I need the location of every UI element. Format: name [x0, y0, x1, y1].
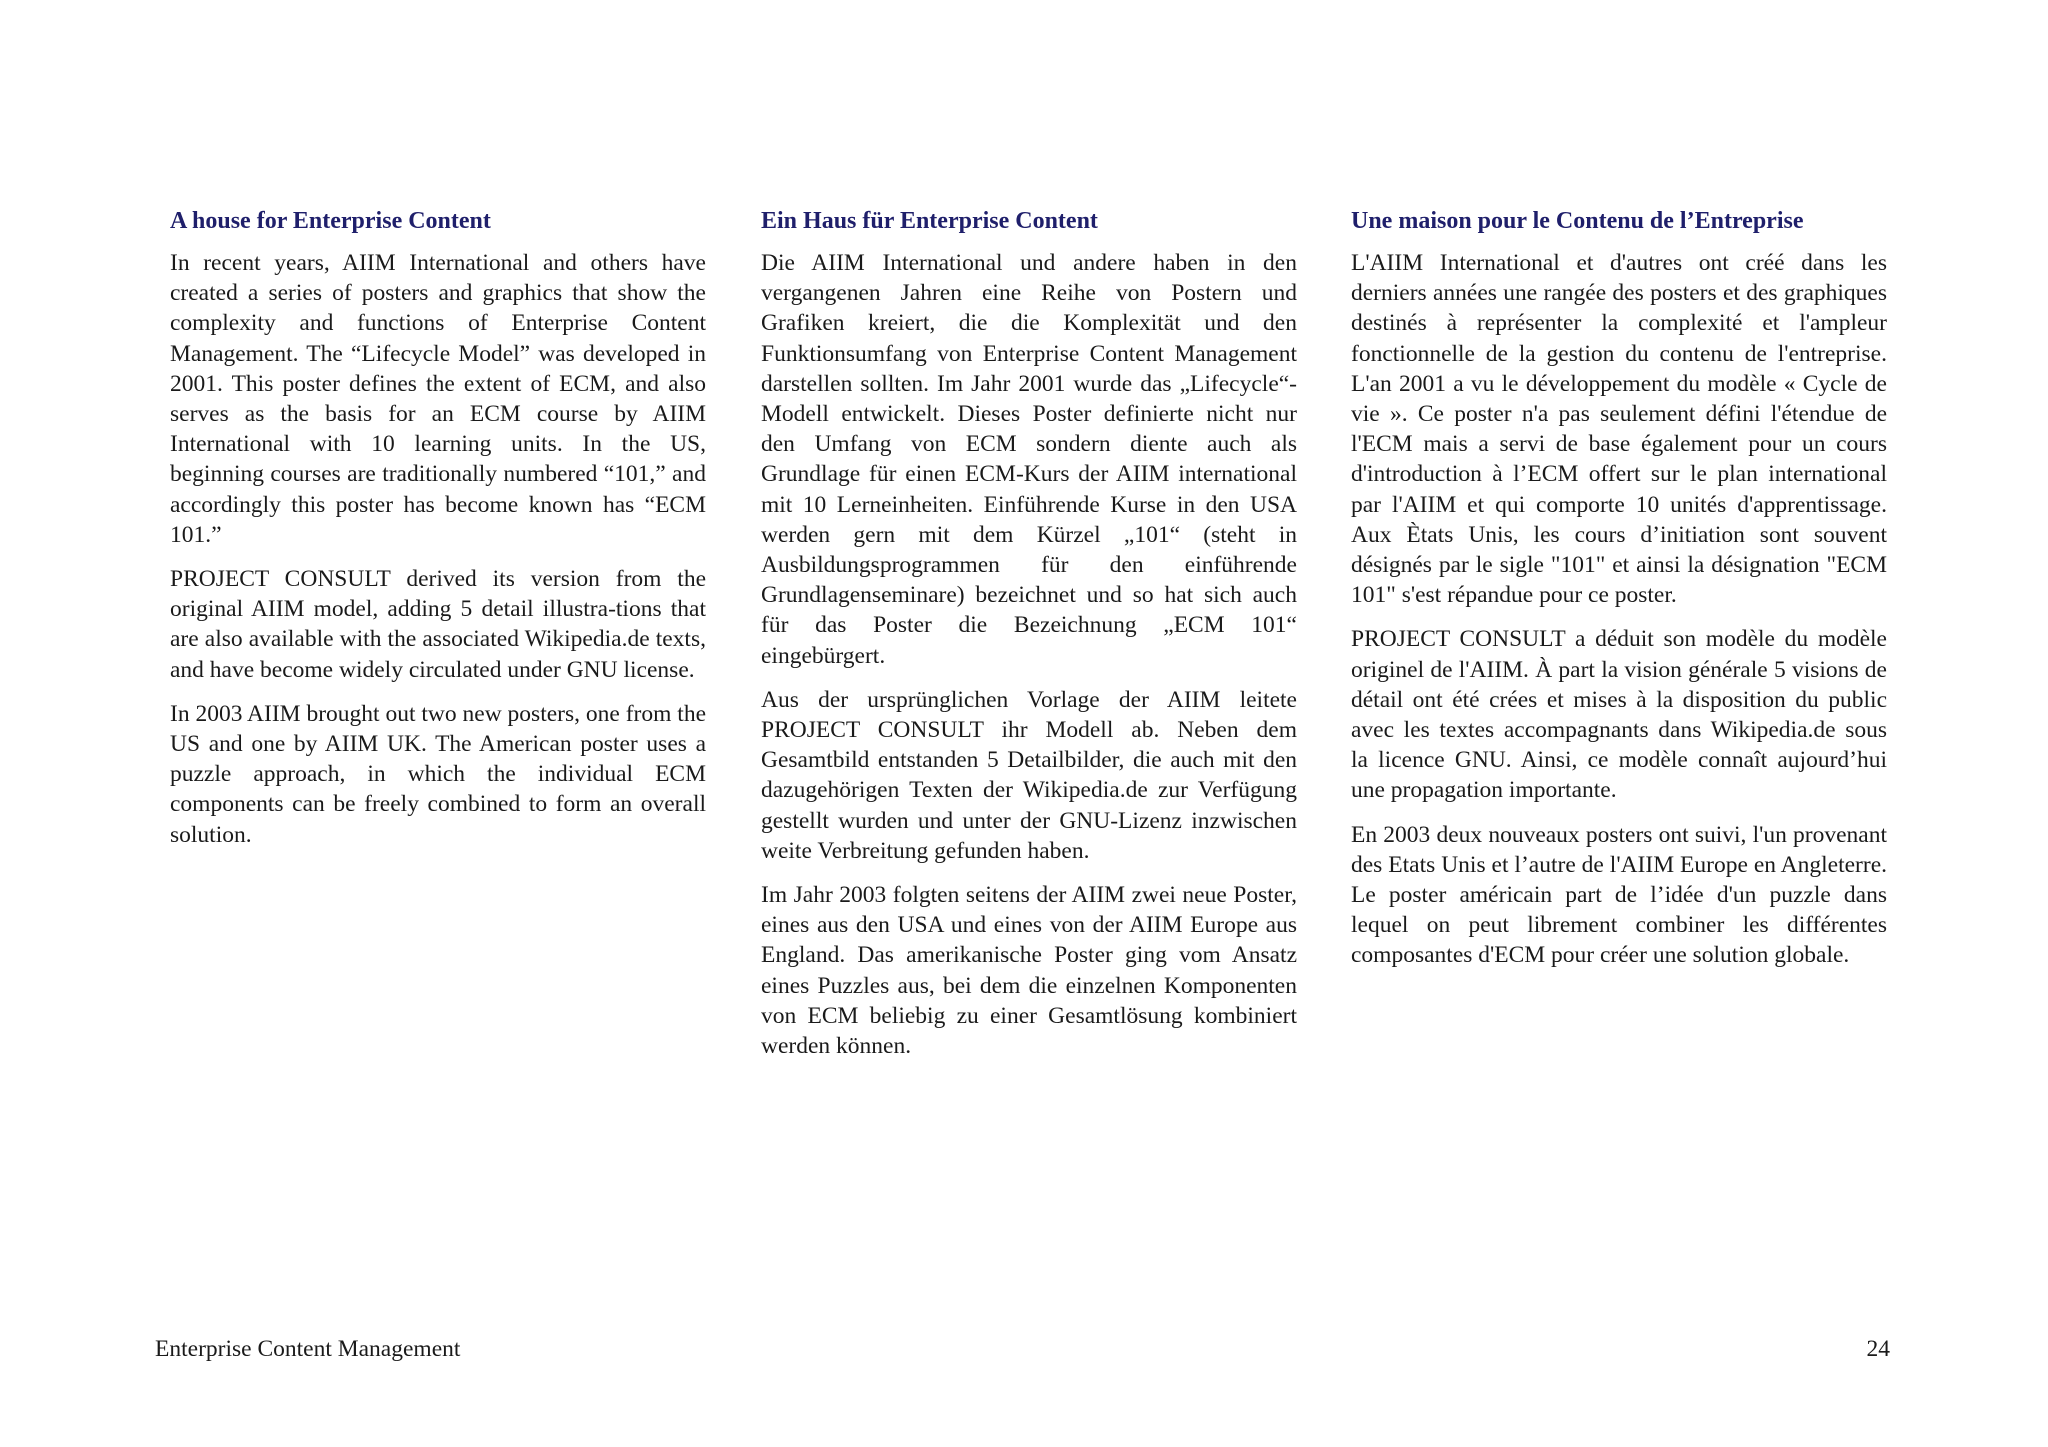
paragraph: Die AIIM International und andere haben in den vergangenen Jahren eine Reihe von Postern und Grafiken kreiert, die die Komplexität und den Funktionsumfang von Enterprise Content Management darstellen sollten. Im Jahr 2001 wurde das „Lifecycle“-Modell entwickelt. Dieses Poster definierte nicht nur den Umfang von ECM sondern diente auch als Grundlage für einen ECM-Kurs der AIIM international mit 10 Lerneinheiten. Einführende Kurse in den USA werden gern mit dem Kürzel „101“ (steht in Ausbildungsprogrammen für den einführende Grundlagenseminare) bezeichnet und so hat sich auch für das Poster die Bezeichnung „ECM 101“ eingebürgert.	[761, 250, 1297, 669]
paragraph: PROJECT CONSULT derived its version from the original AIIM model, adding 5 detail illustra-tions that are also available with the associated Wikipedia.de texts, and have become widely circulated under GNU license.	[170, 566, 706, 683]
paragraph: Im Jahr 2003 folgten seitens der AIIM zwei neue Poster, eines aus den USA und eines von der AIIM Europe aus England. Das amerikanische Poster ging vom Ansatz eines Puzzles aus, bei dem die einzelnen Komponenten von ECM beliebig zu einer Gesamtlösung kombiniert werden können.	[761, 882, 1297, 1060]
column-german	[761, 205, 1297, 1075]
paragraph: Aus der ursprünglichen Vorlage der AIIM leitete PROJECT CONSULT ihr Modell ab. Neben dem Gesamtbild entstanden 5 Detailbilder, die auch mit den dazugehörigen Texten der Wikipedia.de zur Verfügung gestellt wurden und unter der GNU-Lizenz inzwischen weite Verbreitung gefunden haben.	[761, 686, 1297, 864]
page-number: 24	[1866, 1336, 1890, 1362]
paragraph: En 2003 deux nouveaux posters ont suivi, l'un provenant des Etats Unis et l’autre de l'AIIM Europe en Angleterre. Le poster américain part de l’idée d'un puzzle dans lequel on peut librement combiner les différentes composantes d'ECM pour créer une solution globale.	[1351, 821, 1887, 969]
paragraph: In recent years, AIIM International and others have created a series of posters and graphics that show the complexity and functions of Enterprise Content Management. The “Lifecycle Model” was developed in 2001. This poster defines the extent of ECM, and also serves as the basis for an ECM course by AIIM International with 10 learning units. In the US, beginning courses are traditionally numbered “101,” and accordingly this poster has become known has “ECM 101.”	[170, 250, 706, 548]
section-heading-french: Une maison pour le Contenu de l’Entreprise	[1351, 208, 1804, 234]
column-french	[1351, 205, 1887, 985]
section-heading-english: A house for Enterprise Content	[170, 208, 491, 234]
section-heading-german: Ein Haus für Enterprise Content	[761, 208, 1098, 234]
footer-document-title: Enterprise Content Management	[155, 1336, 461, 1362]
paragraph: In 2003 AIIM brought out two new posters, one from the US and one by AIIM UK. The American poster uses a puzzle approach, in which the individual ECM components can be freely combined to form an overall solution.	[170, 700, 706, 848]
paragraph: L'AIIM International et d'autres ont créé dans les derniers années une rangée des posters et des graphiques destinés à représenter la complexité et l'ampleur fonctionnelle de la gestion du contenu de l'entreprise. L'an 2001 a vu le développement du modèle « Cycle de vie ». Ce poster n'a pas seulement défini l'étendue de l'ECM mais a servi de base également pour un cours d'introduction à l’ECM offert sur le plan international par l'AIIM et qui comporte 10 unités d'apprentissage. Aux Ètats Unis, les cours d’initiation sont souvent désignés par le sigle "101" et ainsi la désignation "ECM 101" s'est répandue pour ce poster.	[1351, 250, 1887, 609]
paragraph: PROJECT CONSULT a déduit son modèle du modèle originel de l'AIIM. À part la vision générale 5 visions de détail ont été crées et mises à la disposition du public avec les textes accompagnants dans Wikipedia.de sous la licence GNU. Ainsi, ce modèle connaît aujourd’hui une propagation importante.	[1351, 626, 1887, 804]
column-english	[170, 205, 706, 864]
